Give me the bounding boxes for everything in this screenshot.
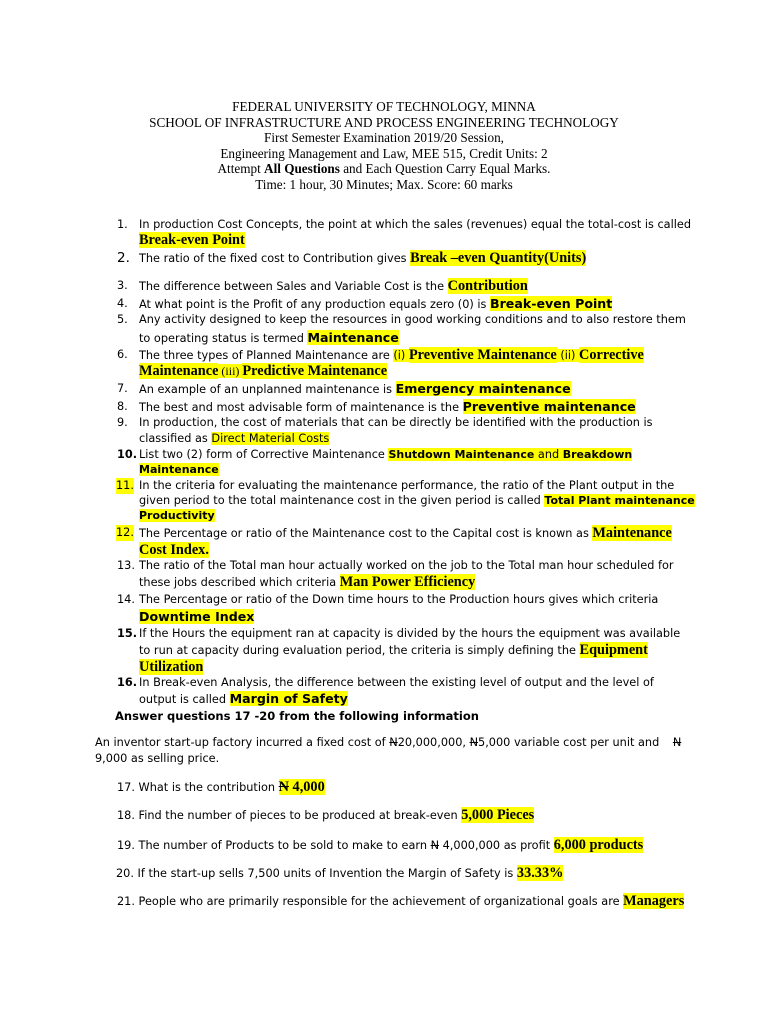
question-number: 11. [116,478,134,494]
question-number: 4. [117,297,128,310]
question-number: 2. [117,250,130,266]
question-text: The ratio of the Total man hour actually worked on the job to the Total man hour scheduled for [139,559,674,572]
question-number: 13. [117,559,135,572]
school-name: SCHOOL OF INFRASTRUCTURE AND PROCESS ENGINEERING TECHNOLOGY [149,114,619,130]
naira-sign: N [469,736,479,749]
question-text: In the criteria for evaluating the maintenance performance, the ratio of the Plant output in the [139,479,675,492]
question-text: An example of an unplanned maintenance is Emergency maintenance [139,381,571,396]
exam-header [0,99,768,193]
time-and-score: Time: 1 hour, 30 Minutes; Max. Score: 60 marks [255,176,513,192]
question-text: The Percentage or ratio of the Down time hours to the Production hours gives which criteria [139,593,659,606]
question-number: 1. [117,218,128,231]
question-21: 21. People who are primarily responsible for the achievement of organizational goals are Managers [117,893,685,909]
question-text: The ratio of the fixed cost to Contribution gives Break –even Quantity(Units) [139,250,587,266]
question-text: given period to the total maintenance cost in the given period is called Total Plant maintenance [139,494,695,507]
answer: Utilization [139,659,204,675]
question-17: 17. What is the contribution N 4,000 [117,779,325,795]
question-text: In production, the cost of materials that can be directly be identified with the production is [139,416,653,429]
question-number: 9. [117,416,128,429]
naira-sign: N [389,736,398,749]
answer: Maintenance [139,463,219,476]
question-text: List two (2) form of Corrective Maintenance Shutdown Maintenance and Breakdown [139,448,633,461]
question-text: to run at capacity during evaluation period, the criteria is simply defining the Equipment [139,642,648,658]
question-text: classified as Direct Material Costs [139,432,330,445]
answer: Break-even Point [139,232,245,248]
question-number: 3. [117,279,128,292]
problem-info: An inventor start-up factory incurred a fixed cost of N20,000,000, N5,000 variable cost per unit and N [95,736,682,749]
question-text: Any activity designed to keep the resources in good working conditions and to also restore them [139,313,686,326]
question-20: 20. If the start-up sells 7,500 units of Invention the Margin of Safety is 33.33% [116,865,564,881]
answer: Productivity [139,509,215,522]
answer: Downtime Index [139,609,255,624]
exam-session: First Semester Examination 2019/20 Session, [264,130,504,146]
question-19: 19. The number of Products to be sold to make to earn N 4,000,000 as profit 6,000 products [117,837,644,853]
course-info: Engineering Management and Law, MEE 515, Credit Units: 2 [220,145,548,161]
question-number: 5. [117,313,128,326]
question-number: 6. [117,348,128,361]
question-text: these jobs described which criteria Man Power Efficiency [139,574,476,590]
instructions: Attempt All Questions and Each Question Carry Equal Marks. [217,161,551,177]
naira-sign: N [278,779,289,795]
question-text: The best and most advisable form of maintenance is the Preventive maintenance [139,399,636,414]
naira-sign: N [430,839,440,852]
question-text: The difference between Sales and Variable Cost is the Contribution [139,278,528,294]
question-number: 14. [117,593,135,606]
question-text: to operating status is termed Maintenance [139,330,399,345]
question-text: At what point is the Profit of any production equals zero (0) is Break-even Point [139,296,613,311]
answer: Cost Index. [139,542,209,558]
question-text: The three types of Planned Maintenance are (i) Preventive Maintenance (ii) Corrective [139,347,644,363]
question-text: Maintenance (iii) Predictive Maintenance [139,363,388,379]
question-text: In production Cost Concepts, the point at which the sales (revenues) equal the total-cost is called [139,218,691,231]
problem-info: 9,000 as selling price. [95,752,220,765]
question-number: 16. [117,676,138,689]
question-text: output is called Margin of Safety [139,691,348,706]
university-name: FEDERAL UNIVERSITY OF TECHNOLOGY, MINNA [232,99,536,114]
question-text: If the Hours the equipment ran at capacity is divided by the hours the equipment was available [139,627,681,640]
question-number: 7. [117,382,128,395]
question-number: 12. [116,525,134,541]
naira-sign: N [672,736,682,749]
question-number: 10. [117,448,138,461]
question-text: The Percentage or ratio of the Maintenance cost to the Capital cost is known as Maintenance [139,525,672,541]
question-number: 8. [117,400,128,413]
question-text: In Break-even Analysis, the difference between the existing level of output and the level of [139,676,654,689]
question-18: 18. Find the number of pieces to be produced at break-even 5,000 Pieces [117,807,535,823]
question-number: 15. [117,627,138,640]
section-heading: Answer questions 17 -20 from the following information [115,709,479,723]
